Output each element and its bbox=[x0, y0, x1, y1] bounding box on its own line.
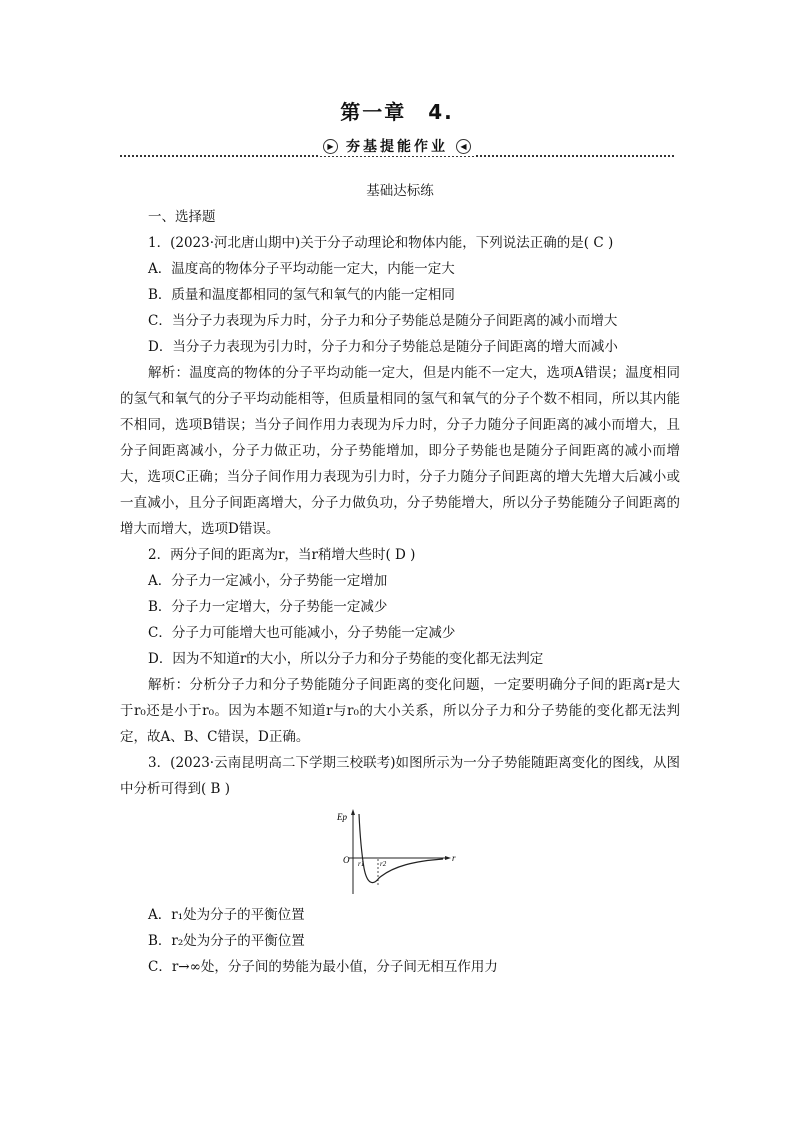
r1-label: r1 bbox=[358, 860, 365, 868]
homework-banner bbox=[120, 136, 674, 158]
question-2-option-b: B．分子力一定增大，分子势能一定减少 bbox=[148, 599, 388, 615]
question-1-option-b: B．质量和温度都相同的氢气和氧气的内能一定相同 bbox=[148, 287, 455, 303]
question-3-option-a: A．r₁处为分子的平衡位置 bbox=[148, 907, 305, 923]
x-axis-label: r bbox=[452, 853, 456, 863]
y-axis-label: Ep bbox=[337, 812, 347, 822]
question-1-analysis: 解析：温度高的物体的分子平均动能一定大，但是内能不一定大，选项A错误；温度相同的氢气和氧气的分子平均动能相等，但质量相同的氢气和氧气的分子个数不相同，所以其内能不相同，选项B错误；当分子间作用力表现为斥力时，分子力随分子间距离的减小而增大，且分子间距离减小，分子力做正功，分子势能增加，即分子势能也是随分子间距离的减小而增大，选项C正确；当分子间作用力表现为引力时，分子力随分子间距离的增大先增大后减小或一直减小，且分子间距离增大，分子力做负功，分子势能增大，所以分子势能随分子间距离的增大而增大，选项D错误。 bbox=[120, 365, 680, 537]
r2-label: r2 bbox=[380, 860, 387, 868]
question-1-option-d: D．当分子力表现为引力时，分子力和分子势能总是随分子间距离的增大而减小 bbox=[148, 339, 618, 355]
potential-energy-graph bbox=[335, 806, 465, 898]
document-body bbox=[120, 178, 680, 980]
question-2-option-d: D．因为不知道r的大小，所以分子力和分子势能的变化都无法判定 bbox=[148, 651, 544, 667]
page-title: 第一章 4. bbox=[340, 100, 454, 124]
x-axis-arrow bbox=[445, 856, 451, 860]
question-1-option-a: A．温度高的物体分子平均动能一定大，内能一定大 bbox=[148, 261, 455, 277]
question-3-option-b: B．r₂处为分子的平衡位置 bbox=[148, 933, 305, 949]
question-3-stem: 3．(2023·云南昆明高二下学期三校联考)如图所示为一分子势能随距离变化的图线，从图中分析可得到( B ) bbox=[120, 755, 680, 797]
question-3-option-c: C．r→∞处，分子间的势能为最小值，分子间无相互作用力 bbox=[148, 959, 498, 975]
section-title: 基础达标练 bbox=[366, 183, 434, 199]
banner-label bbox=[319, 136, 475, 156]
y-axis-arrow bbox=[351, 809, 355, 815]
banner-text: 夯基提能作业 bbox=[346, 139, 448, 155]
question-2-option-a: A．分子力一定减小，分子势能一定增加 bbox=[148, 573, 388, 589]
part-heading: 一、选择题 bbox=[148, 209, 216, 225]
question-1-option-c: C．当分子力表现为斥力时，分子力和分子势能总是随分子间距离的减小而增大 bbox=[148, 313, 618, 329]
play-right-icon: ▶ bbox=[323, 139, 338, 154]
question-2-stem: 2．两分子间的距离为r，当r稍增大些时( D ) bbox=[148, 547, 416, 563]
origin-label: O bbox=[343, 855, 350, 865]
potential-curve bbox=[359, 814, 443, 883]
potential-energy-figure bbox=[120, 806, 680, 898]
play-left-icon: ◀ bbox=[456, 139, 471, 154]
question-2-analysis: 解析：分析分子力和分子势能随分子间距离的变化问题，一定要明确分子间的距离r是大于r₀还是小于r₀。因为本题不知道r与r₀的大小关系，所以分子力和分子势能的变化都无法判定，故A、B、C错误，D正确。 bbox=[120, 677, 680, 745]
question-2-option-c: C．分子力可能增大也可能减小，分子势能一定减少 bbox=[148, 625, 456, 641]
question-1-stem: 1．(2023·河北唐山期中)关于分子动理论和物体内能，下列说法正确的是( C ) bbox=[148, 235, 614, 251]
